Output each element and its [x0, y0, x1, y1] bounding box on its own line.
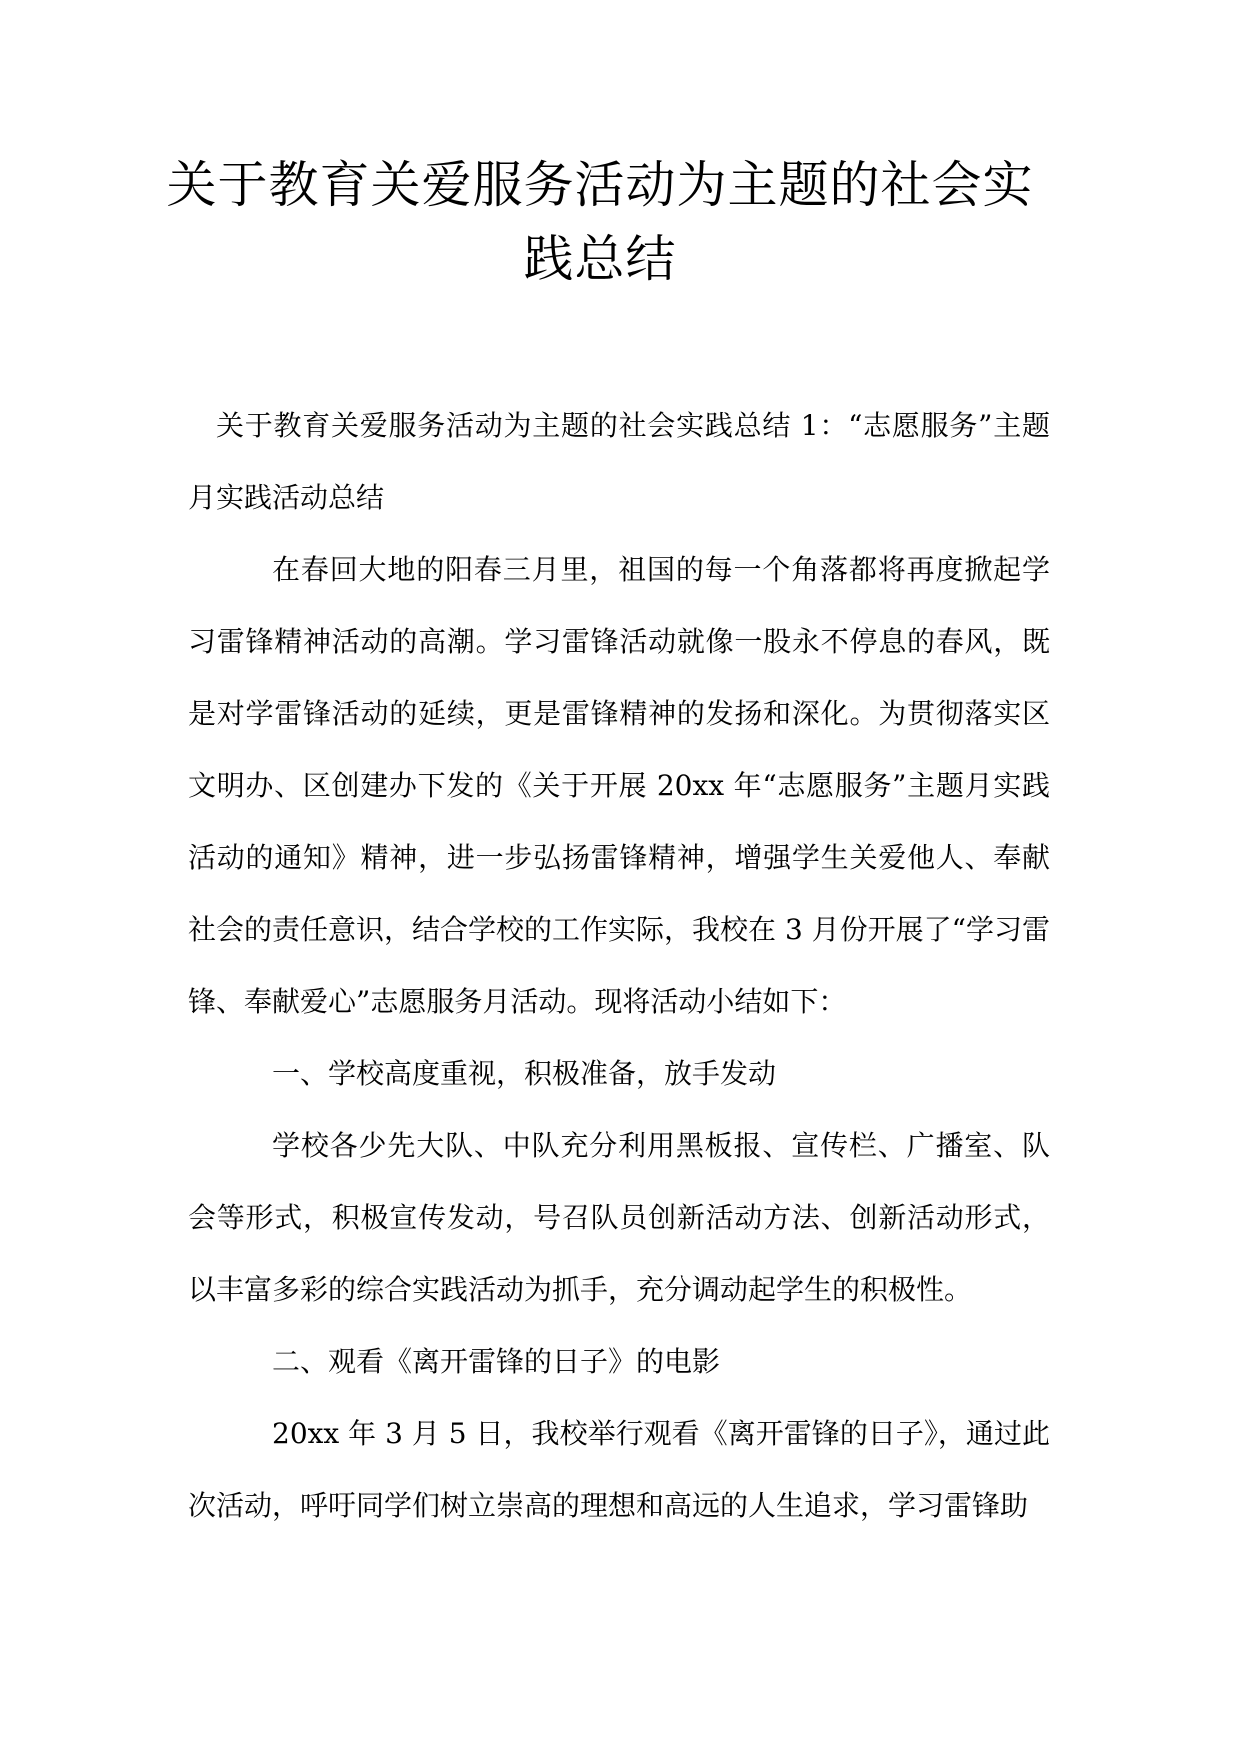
- section-heading: 一、学校高度重视，积极准备，放手发动: [272, 1057, 777, 1090]
- section-heading: 二、观看《离开雷锋的日子》的电影: [272, 1345, 721, 1378]
- body-paragraph: 学校各少先大队、中队充分利用黑板报、宣传栏、广播室、队会等形式，积极宣传发动，号召队员创新活动方法、创新活动形式，以丰富多彩的综合实践活动为抓手，充分调动起学生的积极性。: [188, 1129, 1050, 1306]
- intro-paragraph: 关于教育关爱服务活动为主题的社会实践总结 1：“志愿服务”主题月实践活动总结: [188, 409, 1050, 514]
- body-paragraph: 20xx 年 3 月 5 日，我校举行观看《离开雷锋的日子》，通过此次活动，呼吁同学们树立崇高的理想和高远的人生追求，学习雷锋助: [188, 1417, 1050, 1522]
- document-title: 关于教育关爱服务活动为主题的社会实践总结: [166, 156, 1034, 288]
- document-body: [188, 390, 1050, 1542]
- body-paragraph: 在春回大地的阳春三月里，祖国的每一个角落都将再度掀起学习雷锋精神活动的高潮。学习雷锋活动就像一股永不停息的春风，既是对学雷锋活动的延续，更是雷锋精神的发扬和深化。为贯彻落实区文明办、区创建办下发的《关于开展 20xx 年“志愿服务”主题月实践活动的通知》精神，进一步弘扬雷锋精神，增强学生关爱他人、奉献社会的责任意识，结合学校的工作实际，我校在 3 月份开展了“学习雷锋、奉献爱心”志愿服务月活动。现将活动小结如下：: [188, 553, 1050, 1018]
